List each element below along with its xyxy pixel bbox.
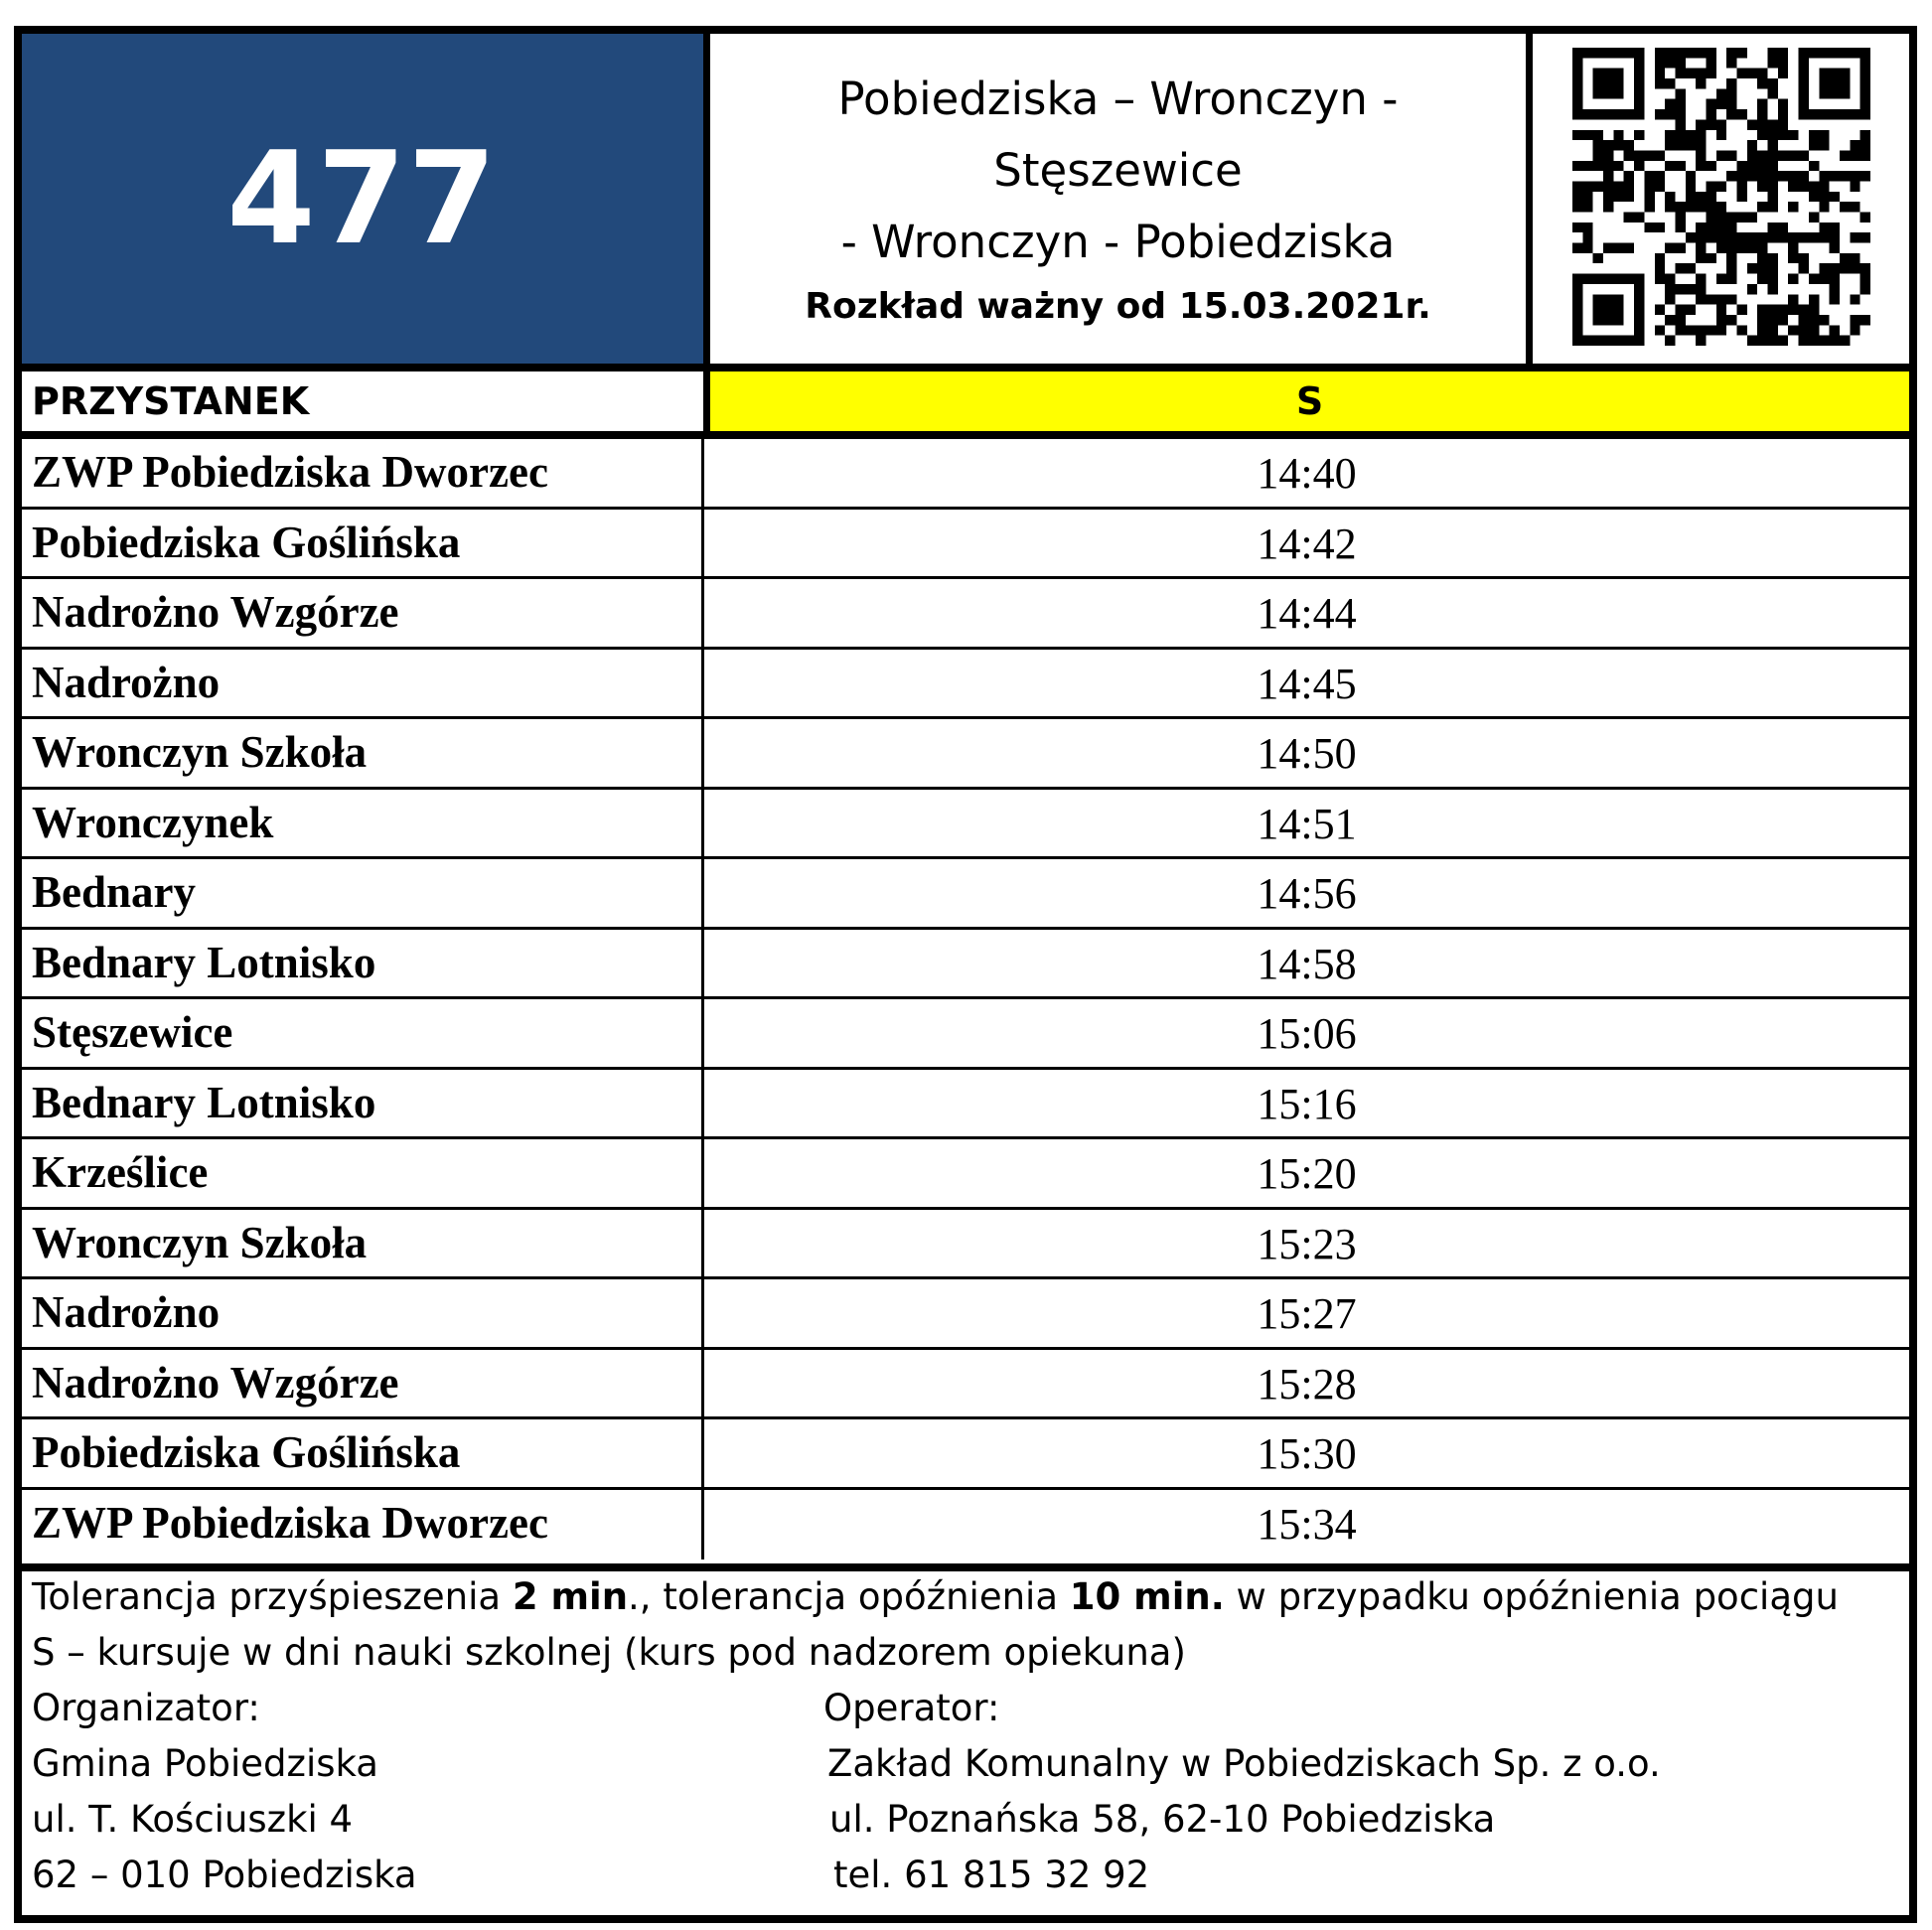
organizer-name: Gmina Pobiedziska — [32, 1742, 378, 1785]
tolerance-note — [32, 1575, 1839, 1619]
departure-time: 15:20 — [1257, 1149, 1357, 1198]
table-row — [22, 999, 1909, 1070]
organizer-city: 62 – 010 Pobiedziska — [32, 1854, 417, 1896]
stop-name: Wronczynek — [22, 790, 704, 857]
table-row — [22, 1419, 1909, 1490]
route-title-line-3: - Wronczyn - Pobiedziska — [840, 216, 1396, 268]
table-row — [22, 1139, 1909, 1210]
operator-name: Zakład Komunalny w Pobiedziskach Sp. z o.o. — [827, 1742, 1661, 1785]
table-row — [22, 1070, 1909, 1140]
stop-name: Bednary — [22, 859, 704, 927]
qr-code-icon — [1572, 48, 1870, 346]
departure-time: 15:27 — [1257, 1289, 1357, 1338]
column-header — [22, 364, 1909, 439]
tolerance-text-1: Tolerancja przyśpieszenia — [32, 1575, 513, 1618]
departure-time: 14:44 — [1257, 589, 1357, 638]
tolerance-text-3: w przypadku opóźnienia pociągu — [1224, 1575, 1839, 1618]
departure-time: 15:30 — [1257, 1429, 1357, 1478]
stop-name: Pobiedziska Goślińska — [22, 1419, 704, 1487]
table-row — [22, 1210, 1909, 1280]
stop-name: Nadrożno — [22, 650, 704, 717]
stop-name: ZWP Pobiedziska Dworzec — [22, 1490, 704, 1560]
table-row — [22, 859, 1909, 930]
table-row — [22, 930, 1909, 1000]
timetable-footer — [22, 1563, 1909, 1915]
route-title-line-2: Stęszewice — [993, 144, 1243, 197]
departure-time: 15:06 — [1257, 1009, 1357, 1058]
route-title-line-1: Pobiedziska – Wronczyn - — [837, 73, 1399, 125]
stop-name: Wronczyn Szkoła — [22, 1210, 704, 1277]
operator-label: Operator: — [823, 1687, 1000, 1729]
table-row — [22, 579, 1909, 650]
route-number: 477 — [226, 124, 499, 273]
tolerance-text-2: ., tolerancja opóźnienia — [628, 1575, 1070, 1618]
stop-name: Pobiedziska Goślińska — [22, 510, 704, 577]
stop-name: Krześlice — [22, 1139, 704, 1207]
stop-name: Stęszewice — [22, 999, 704, 1067]
departure-time: 15:23 — [1257, 1219, 1357, 1268]
table-row — [22, 650, 1909, 720]
table-row — [22, 790, 1909, 860]
departure-time: 14:40 — [1257, 449, 1357, 498]
stop-name: Nadrożno — [22, 1279, 704, 1347]
route-title-box — [710, 34, 1533, 364]
stop-name: Wronczyn Szkoła — [22, 719, 704, 787]
table-row — [22, 1490, 1909, 1560]
legend-note: S – kursuje w dni nauki szkolnej (kurs pod nadzorem opiekuna) — [32, 1631, 1186, 1674]
stop-name: Bednary Lotnisko — [22, 1070, 704, 1137]
stop-name: Nadrożno Wzgórze — [22, 1350, 704, 1417]
departure-time: 14:56 — [1257, 869, 1357, 918]
valid-from-text: Rozkład ważny od 15.03.2021r. — [805, 286, 1431, 327]
stop-name: Bednary Lotnisko — [22, 930, 704, 997]
tolerance-early-value: 2 min — [512, 1575, 629, 1618]
stop-name: ZWP Pobiedziska Dworzec — [22, 439, 704, 507]
departure-time: 14:50 — [1257, 729, 1357, 778]
timetable-header — [22, 34, 1909, 364]
table-row — [22, 439, 1909, 510]
route-number-box — [22, 34, 710, 364]
organizer-street: ul. T. Kościuszki 4 — [32, 1798, 354, 1841]
timetable-sheet — [14, 26, 1917, 1923]
departure-time: 14:45 — [1257, 659, 1357, 708]
departure-time: 14:58 — [1257, 939, 1357, 988]
organizer-label: Organizator: — [32, 1687, 260, 1729]
tolerance-late-value: 10 min. — [1069, 1575, 1225, 1618]
stop-name: Nadrożno Wzgórze — [22, 579, 704, 647]
qr-code-box — [1533, 34, 1909, 364]
table-row — [22, 1350, 1909, 1420]
departure-time: 15:16 — [1257, 1079, 1357, 1128]
table-row — [22, 510, 1909, 580]
operator-street: ul. Poznańska 58, 62-10 Pobiedziska — [829, 1798, 1496, 1841]
day-type-column-header: S — [710, 371, 1909, 431]
departure-time: 14:42 — [1257, 519, 1357, 568]
timetable-rows — [22, 439, 1909, 1559]
table-row — [22, 1279, 1909, 1350]
departure-time: 14:51 — [1257, 799, 1357, 848]
table-row — [22, 719, 1909, 790]
stop-column-header: PRZYSTANEK — [22, 371, 710, 431]
operator-phone: tel. 61 815 32 92 — [833, 1854, 1150, 1896]
departure-time: 15:34 — [1257, 1499, 1357, 1549]
departure-time: 15:28 — [1257, 1359, 1357, 1409]
